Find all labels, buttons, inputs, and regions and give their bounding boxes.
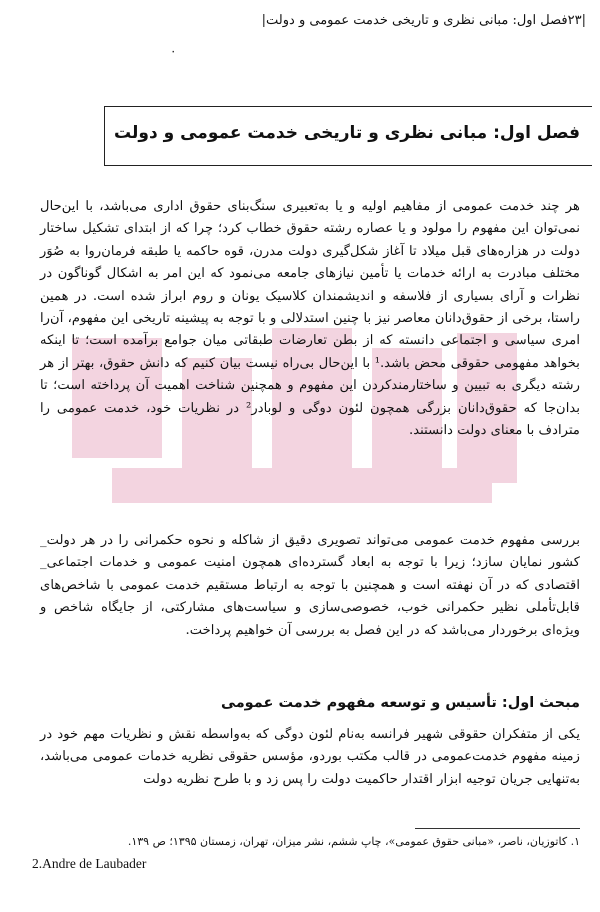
head-mark: ٠ xyxy=(170,44,177,58)
paragraph-section xyxy=(40,724,580,791)
footnote-1: ۱. کاتوزیان، ناصر، «مبانی حقوق عمومی»، چاپ ششم، نشر میزان، تهران، زمستان ۱۳۹۵؛ ص ۱۳۹. xyxy=(127,835,580,848)
paragraph-governance xyxy=(40,530,580,642)
section-title: مبحث اول: تأسیس و توسعه مفهوم خدمت عمومی xyxy=(221,695,580,711)
footnote-2: 2.Andre de Laubader xyxy=(32,856,147,871)
running-head: |۲۳فصل اول: مبانی نظری و تاریخی خدمت عمومی و دولت| xyxy=(261,13,586,28)
watermark-bar xyxy=(112,468,492,503)
footnote-divider xyxy=(415,828,580,829)
paragraph-intro xyxy=(40,196,580,442)
paragraph-text: هر چند خدمت عمومی از مفاهیم اولیه و یا به‌تعبیری سنگ‌بنای حقوق اداری می‌باشد، با این‌حال نمی‌توان این مفهوم را مولود و یا عصاره رشته حقوق خطاب کرد؛ چرا که از ابتدای تشکیل ساختار دولت در هزاره‌های قبل میلاد تا آغاز شکل‌گیری دولت مدرن، قوه حاکمه یا طبقه فرمان‌روا به صُوَر مختلف مبادرت به ارائه خدمات یا تأمین نیازهای جامعه می‌نمود که این امر به اشکال گوناگون در نظرات و آرای بسیاری از فلاسفه و اندیشمندان کلاسیک یونان و روم ابراز شده است. در همین راستا، برخی از حقوق‌دانان معاصر نیز با چنین استدلالی و با توجه به پیشینه تاریخی این مفهوم، آن‌را امری سیاسی و اجتماعی دانسته که از بطن تعارضات طبقاتی میان جوامع برآمده است؛ تا اینکه بخواهد مفهومی حقوقی محض باشد.¹ با این‌حال بی‌راه نیست بیان کنیم که دانش حقوق، بهتر از هر رشته دیگری به تبیین و ساختارمندکردن این مفهوم و همچنین شناخت اهمیت آن پرداخته است؛ تا بدان‌جا که حقوق‌دانان بزرگی همچون لئون دوگی و لوبادر² در نظریات خود، خدمت عمومی را مترادف با معنای دولت دانستند. xyxy=(40,199,580,439)
paragraph-text: بررسی مفهوم خدمت عمومی می‌تواند تصویری دقیق از شاکله و نحوه حکمرانی را در هر دولت_ کشور نمایان سازد؛ زیرا با توجه به ابعاد گسترده‌ای همچون امنیت عمومی و خدمات اجتماعی_ اقتصادی که در آن نهفته است و همچنین با توجه به ارتباط مستقیم خدمت عمومی با شاخص‌های قابل‌تأملی نظیر حکمرانی خوب، خصوصی‌سازی و سیاست‌های مشارکتی، از جایگاه شاخص و ویژه‌ای برخوردار می‌باشد که در این فصل به بررسی آن خواهیم پرداخت. xyxy=(40,533,580,638)
paragraph-text: یکی از متفکران حقوقی شهیر فرانسه به‌نام لئون دوگی که به‌واسطه نقش و نظریات مهم خود در زمینه مفهوم خدمت‌عمومی در قالب مکتب بوردو، مؤسس حقوقی نظریه خدمات عمومی می‌باشد، به‌تنهایی جریان توجیه ابزار اقتدار حاکمیت دولت را پس زد و با طرح نظریه دولت xyxy=(40,727,580,787)
chapter-title: فصل اول: مبانی نظری و تاریخی خدمت عمومی و دولت xyxy=(114,123,580,143)
